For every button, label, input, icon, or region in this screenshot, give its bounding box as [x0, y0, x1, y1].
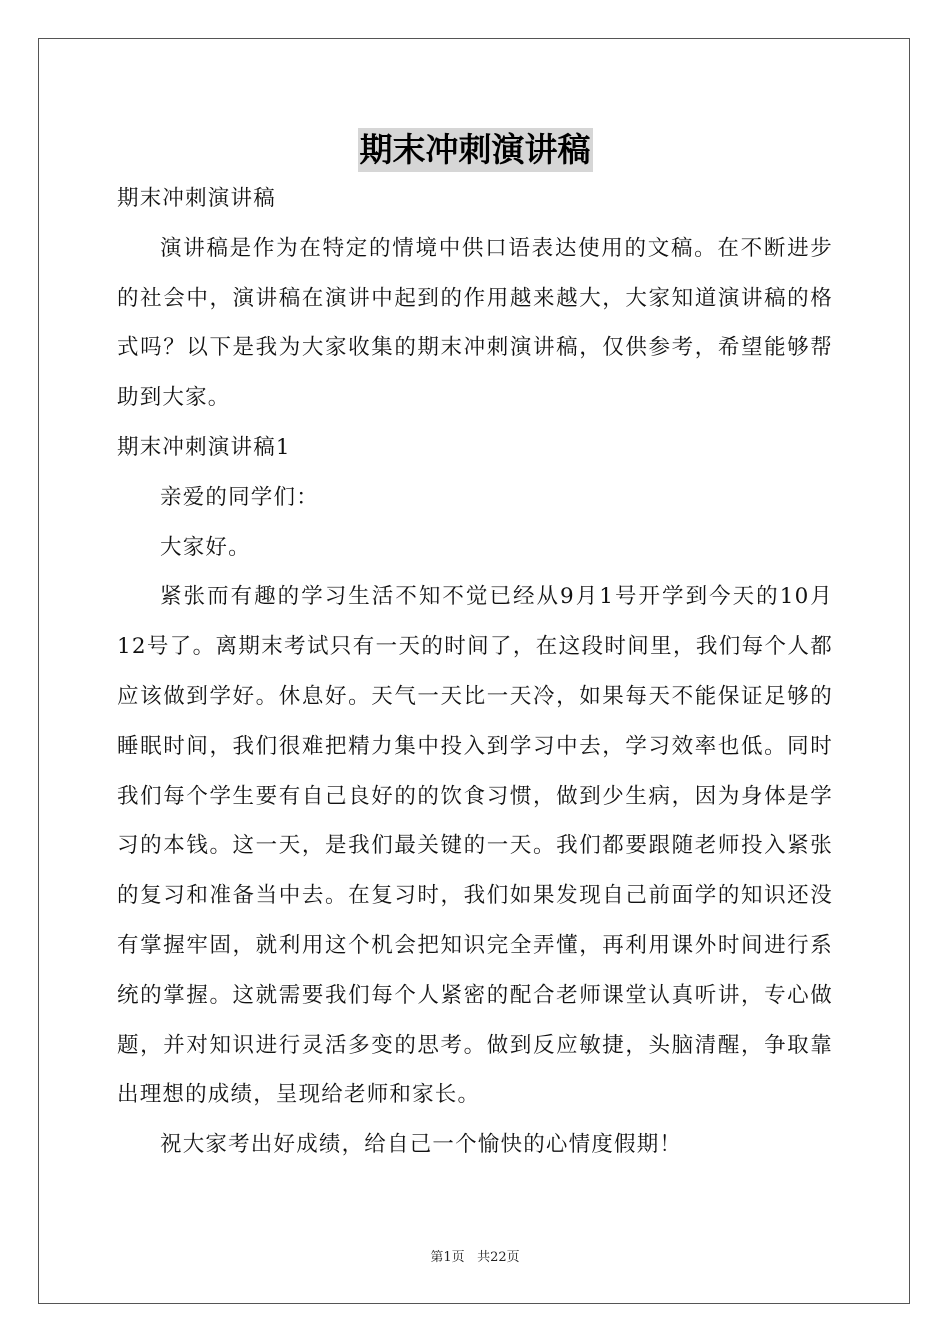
intro-paragraph: 演讲稿是作为在特定的情境中供口语表达使用的文稿。在不断进步的社会中，演讲稿在演讲中起到的作用越来越大，大家知道演讲稿的格式吗？以下是我为大家收集的期末冲刺演讲稿，仅供参考，希望能够帮助到大家。 — [117, 235, 833, 411]
total-pages: 共22页 — [477, 1250, 520, 1265]
section-heading: 期末冲刺演讲稿1 — [117, 434, 291, 460]
main-paragraph: 紧张而有趣的学习生活不知不觉已经从9月1号开学到今天的10月12号了。离期末考试只有一天的时间了，在这段时间里，我们每个人都应该做到学好。休息好。天气一天比一天冷，如果每天不能保证足够的睡眠时间，我们很难把精力集中投入到学习中去，学习效率也低。同时我们每个学生要有自己良好的的饮食习惯，做到少生病，因为身体是学习的本钱。这一天，是我们最关键的一天。我们都要跟随老师投入紧张的复习和准备当中去。在复习时，我们如果发现自己前面学的知识还没有掌握牢固，就利用这个机会把知识完全弄懂，再利用课外时间进行系统的掌握。这就需要我们每个人紧密的配合老师课堂认真听讲，专心做题，并对知识进行灵活多变的思考。做到反应敏捷，头脑清醒，争取靠出理想的成绩，呈现给老师和家长。 — [117, 584, 833, 1108]
document-title: 期末冲刺演讲稿 — [358, 128, 593, 172]
page-footer — [0, 1246, 950, 1265]
greeting-line: 亲爱的同学们： — [160, 484, 319, 510]
hello-line: 大家好。 — [160, 534, 251, 560]
title-container — [0, 128, 950, 172]
closing-line: 祝大家考出好成绩，给自己一个愉快的心情度假期！ — [160, 1132, 683, 1158]
page-number: 第1页 — [430, 1250, 465, 1265]
subtitle: 期末冲刺演讲稿 — [117, 186, 276, 211]
document-body — [117, 174, 833, 1170]
